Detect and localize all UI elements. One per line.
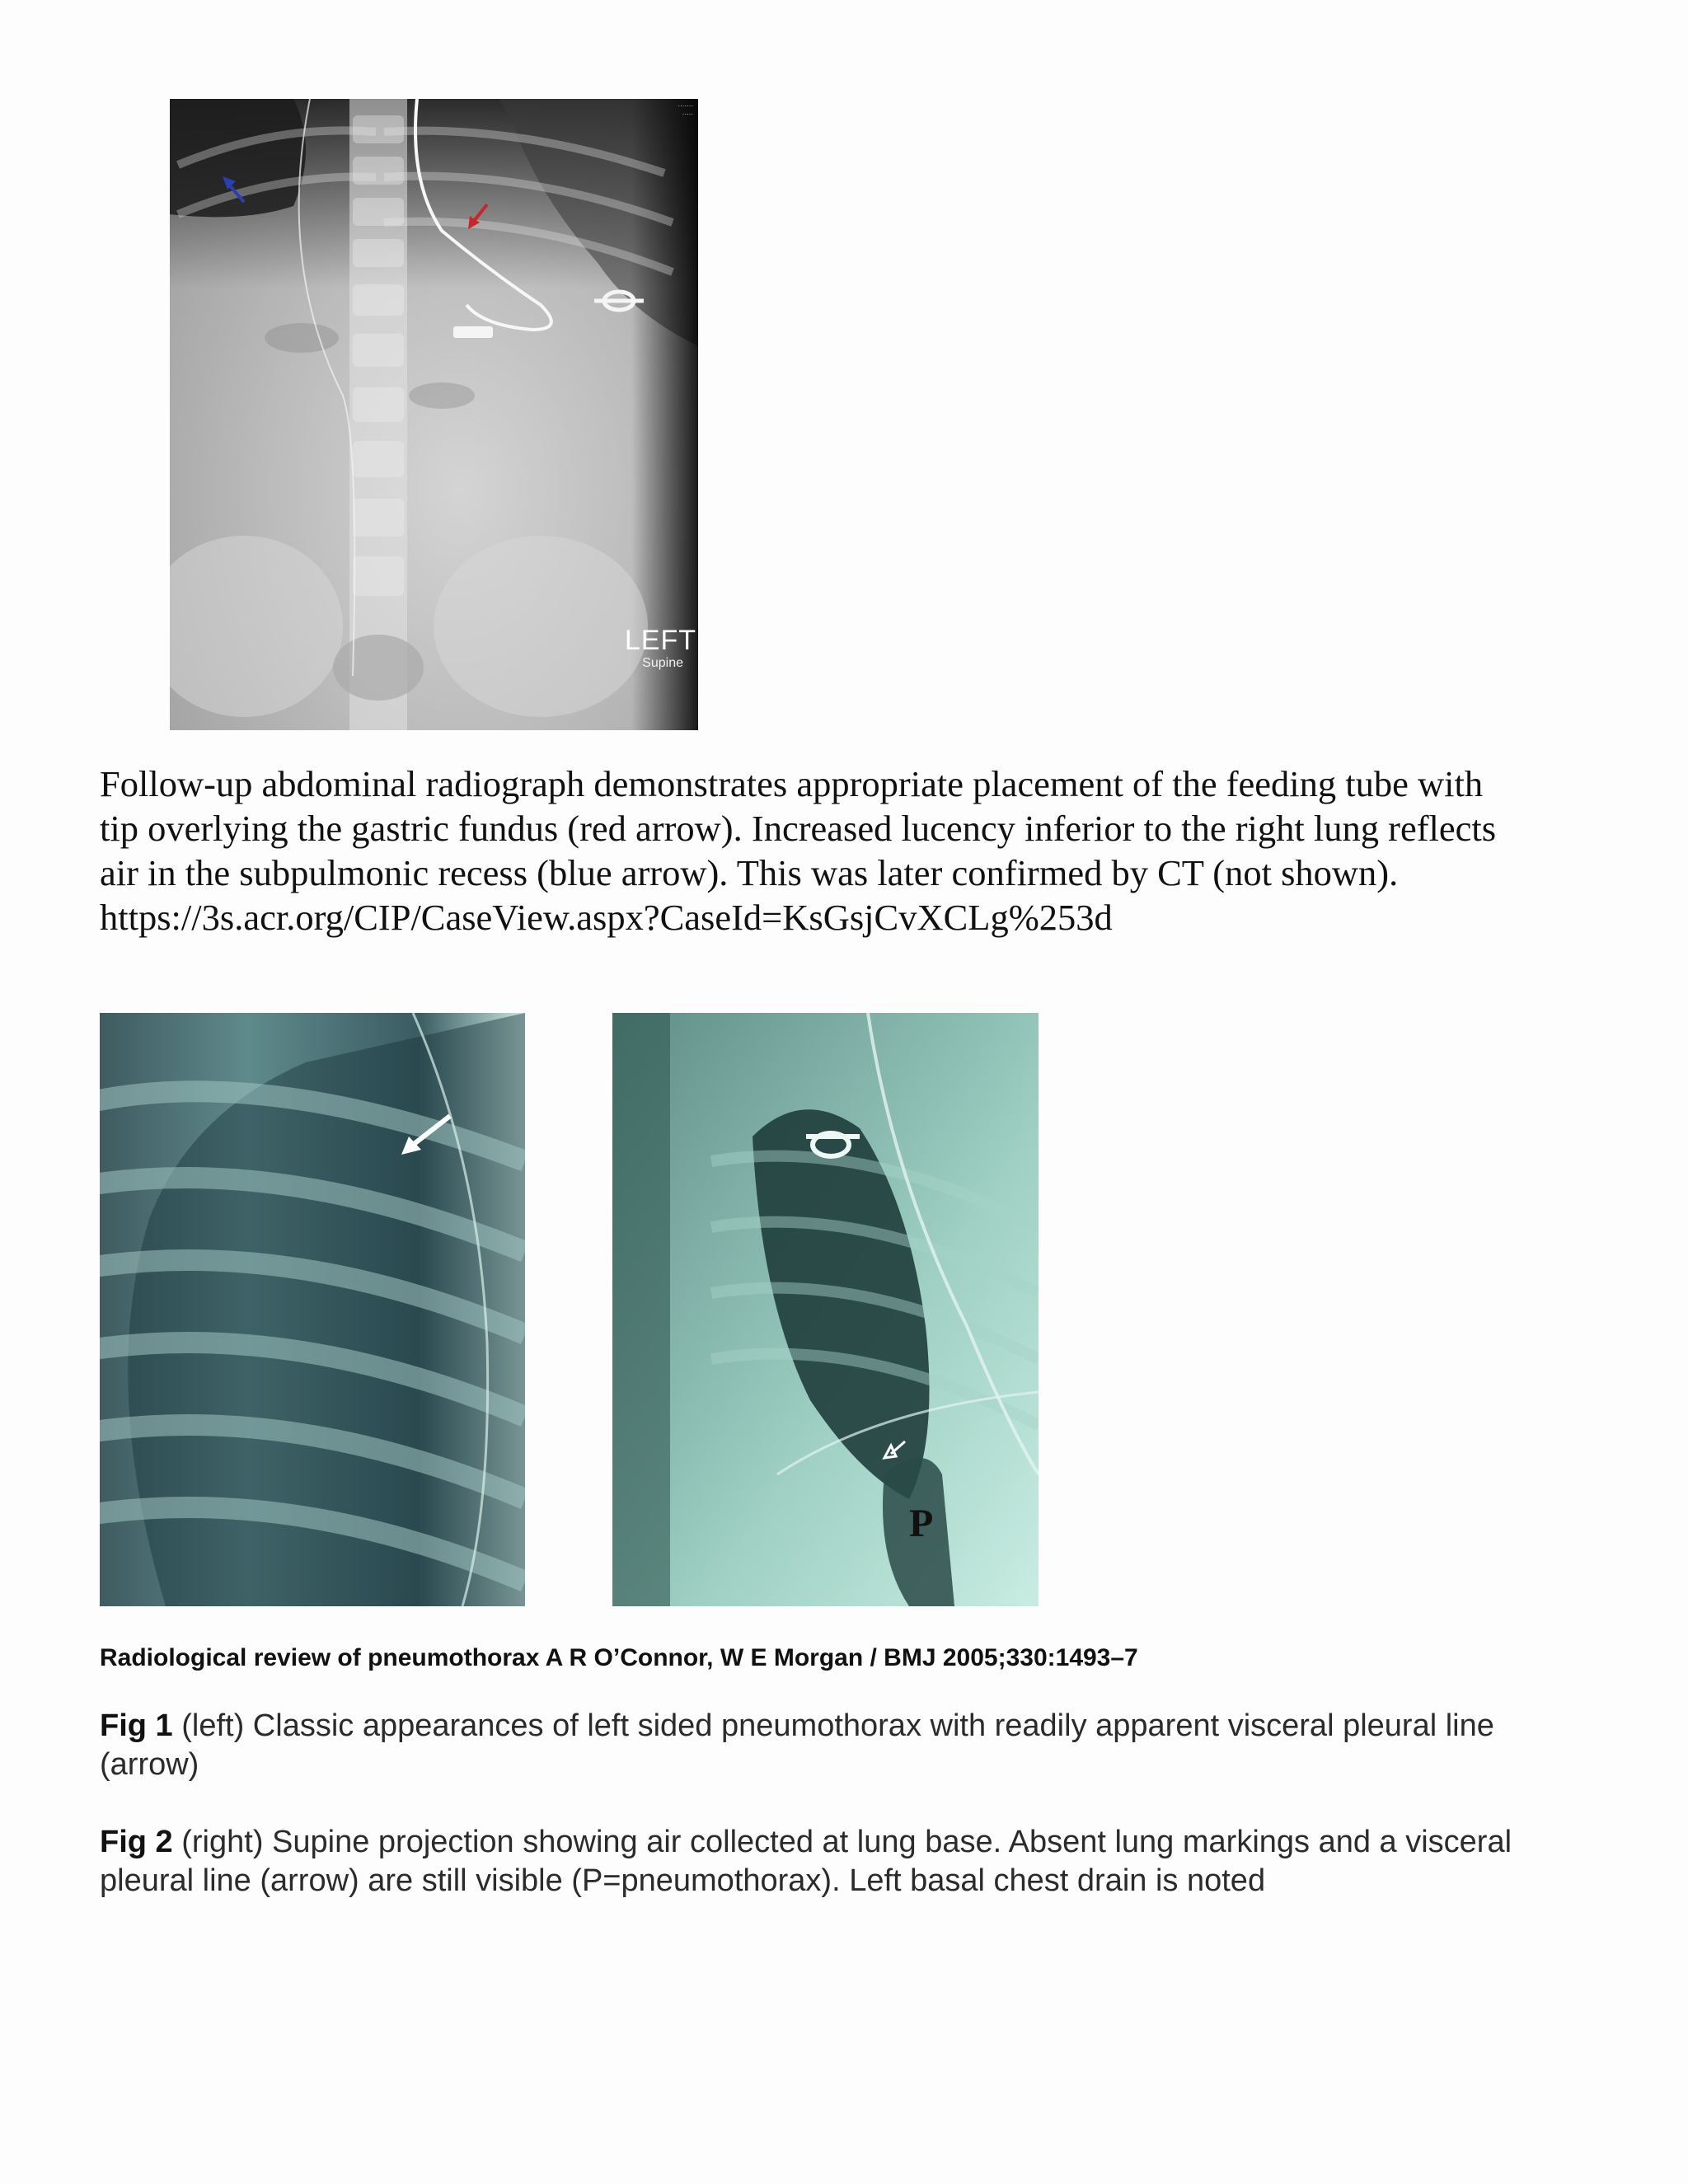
caption-line-2: tip overlying the gastric fundus (red arrow). Increased lucency inferior to the right lung reflects	[100, 808, 1497, 849]
fig1-radiograph	[100, 1013, 525, 1606]
fig1-caption	[100, 1707, 1600, 1784]
fig1-label: Fig 1	[100, 1708, 173, 1743]
fig2-radiograph	[612, 1013, 1039, 1606]
abdominal-radiograph	[170, 99, 698, 730]
fig2-radiograph-drawing	[612, 1013, 1039, 1606]
radiograph-caption	[100, 762, 1600, 940]
fig2-caption	[100, 1823, 1600, 1900]
fig2-label: Fig 2	[100, 1825, 173, 1859]
caption-line-3: air in the subpulmonic recess (blue arrow). This was later confirmed by CT (not shown).	[100, 852, 1399, 893]
source-url: https://3s.acr.org/CIP/CaseView.aspx?CaseId=KsGsjCvXCLg%253d	[100, 897, 1113, 938]
reference-citation: Radiological review of pneumothorax A R O’Connor, W E Morgan / BMJ 2005;330:1493–7	[100, 1644, 1138, 1671]
pneumothorax-marker: P	[909, 1502, 934, 1545]
fig1-text: (left) Classic appearances of left sided pneumothorax with readily apparent visceral pleural line (arrow)	[100, 1708, 1494, 1782]
abdominal-radiograph-drawing	[170, 99, 698, 730]
position-label-supine: Supine	[642, 656, 683, 670]
fig2-text: (right) Supine projection showing air collected at lung base. Absent lung markings and a visceral pleural line (arrow) are still visible (P=pneumothorax). Left basal chest drain is noted	[100, 1825, 1512, 1898]
caption-line-1: Follow-up abdominal radiograph demonstrates appropriate placement of the feeding tube with	[100, 763, 1484, 804]
side-marker-left: LEFT	[624, 625, 696, 656]
fig1-radiograph-drawing	[100, 1013, 525, 1606]
corner-annotation: ······· ·····	[678, 102, 693, 118]
